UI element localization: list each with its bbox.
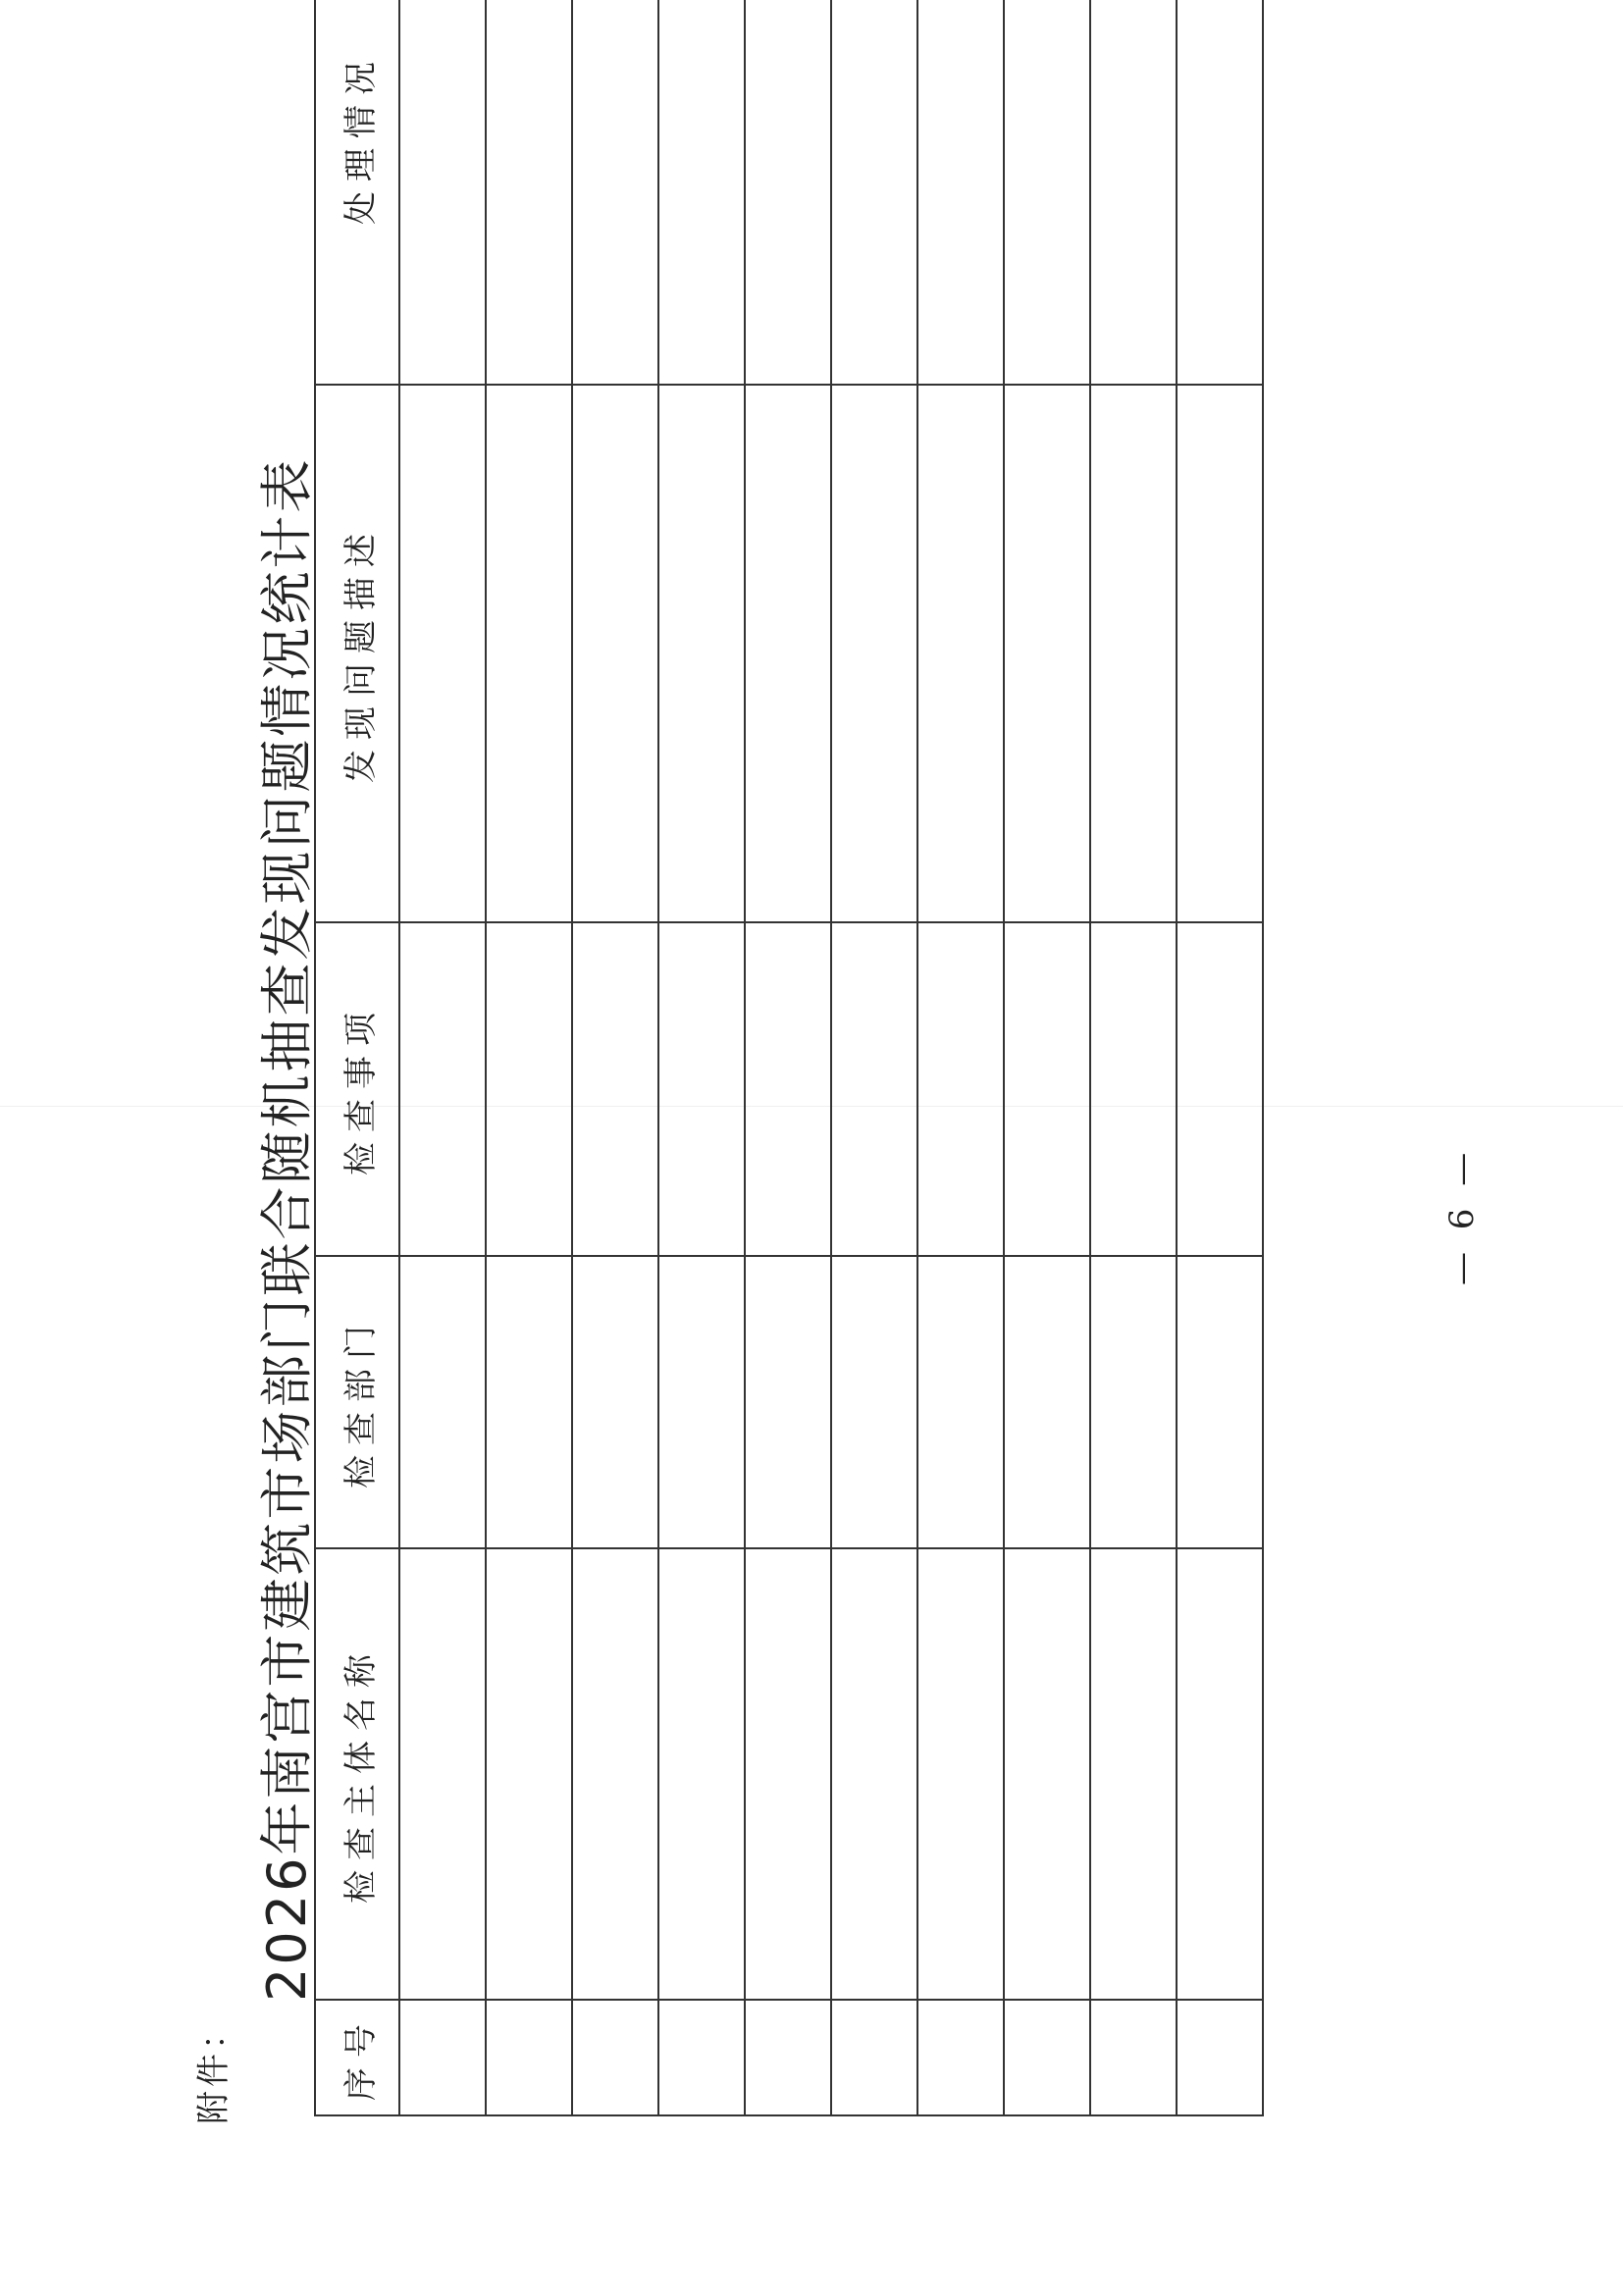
table-cell xyxy=(572,385,658,922)
table-cell xyxy=(1177,1256,1263,1548)
table-row xyxy=(1177,0,1263,2115)
table-cell xyxy=(572,922,658,1256)
table-cell xyxy=(399,922,486,1256)
table-cell xyxy=(831,1548,917,2000)
document-title: 2026年南宫市建筑市场部门联合随机抽查发现问题情况统计表 xyxy=(256,456,318,2002)
col-header-serial: 序号 xyxy=(315,2000,399,2115)
statistics-table-container xyxy=(314,52,1264,2116)
table-row xyxy=(572,0,658,2115)
table-cell xyxy=(486,0,572,385)
table-cell xyxy=(917,385,1004,922)
table-cell xyxy=(831,0,917,385)
table-cell xyxy=(572,1548,658,2000)
table-cell xyxy=(1004,1548,1090,2000)
table-cell xyxy=(399,0,486,385)
table-cell xyxy=(1177,385,1263,922)
table-cell xyxy=(572,2000,658,2115)
table-cell xyxy=(1177,1548,1263,2000)
table-cell xyxy=(1177,2000,1263,2115)
table-cell xyxy=(917,0,1004,385)
table-header-row xyxy=(315,0,399,2115)
table-cell xyxy=(486,1256,572,1548)
table-cell xyxy=(399,2000,486,2115)
table-cell xyxy=(831,1256,917,1548)
table-cell xyxy=(486,385,572,922)
table-cell xyxy=(1090,1548,1177,2000)
table-cell xyxy=(486,2000,572,2115)
table-cell xyxy=(745,1548,831,2000)
col-header-subject-name: 检查主体名称 xyxy=(315,1548,399,2000)
table-row xyxy=(745,0,831,2115)
table-cell xyxy=(917,922,1004,1256)
table-cell xyxy=(1177,0,1263,385)
table-cell xyxy=(658,1256,745,1548)
table-cell xyxy=(399,1548,486,2000)
table-cell xyxy=(917,1548,1004,2000)
table-cell xyxy=(917,1256,1004,1548)
table-cell xyxy=(745,922,831,1256)
table-cell xyxy=(1090,922,1177,1256)
table-cell xyxy=(745,2000,831,2115)
table-cell xyxy=(658,922,745,1256)
table-cell xyxy=(399,385,486,922)
table-cell xyxy=(658,1548,745,2000)
table-cell xyxy=(745,385,831,922)
table-cell xyxy=(1004,0,1090,385)
table-cell xyxy=(745,0,831,385)
table-cell xyxy=(572,1256,658,1548)
table-cell xyxy=(1004,2000,1090,2115)
table-cell xyxy=(917,2000,1004,2115)
table-cell xyxy=(831,385,917,922)
table-cell xyxy=(572,0,658,385)
table-cell xyxy=(1177,922,1263,1256)
table-cell xyxy=(1090,1256,1177,1548)
table-cell xyxy=(1090,0,1177,385)
table-cell xyxy=(658,2000,745,2115)
statistics-table xyxy=(314,0,1264,2116)
attachment-label: 附件： xyxy=(194,2012,234,2124)
table-row xyxy=(831,0,917,2115)
table-cell xyxy=(1090,385,1177,922)
col-header-inspection-item: 检查事项 xyxy=(315,922,399,1256)
col-header-department: 检查部门 xyxy=(315,1256,399,1548)
table-cell xyxy=(399,1256,486,1548)
table-cell xyxy=(831,922,917,1256)
table-body xyxy=(399,0,1263,2115)
table-cell xyxy=(745,1256,831,1548)
table-cell xyxy=(658,385,745,922)
table-row xyxy=(1090,0,1177,2115)
table-row xyxy=(1004,0,1090,2115)
table-row xyxy=(486,0,572,2115)
table-cell xyxy=(658,0,745,385)
table-cell xyxy=(831,2000,917,2115)
col-header-handling-status: 处理情况 xyxy=(315,0,399,385)
table-cell xyxy=(1090,2000,1177,2115)
table-row xyxy=(399,0,486,2115)
table-cell xyxy=(486,922,572,1256)
table-cell xyxy=(486,1548,572,2000)
page-number: — 6 — xyxy=(1442,1146,1482,1285)
table-cell xyxy=(1004,385,1090,922)
table-cell xyxy=(1004,1256,1090,1548)
table-cell xyxy=(1004,922,1090,1256)
table-row xyxy=(917,0,1004,2115)
col-header-problem-description: 发现问题描述 xyxy=(315,385,399,922)
table-row xyxy=(658,0,745,2115)
